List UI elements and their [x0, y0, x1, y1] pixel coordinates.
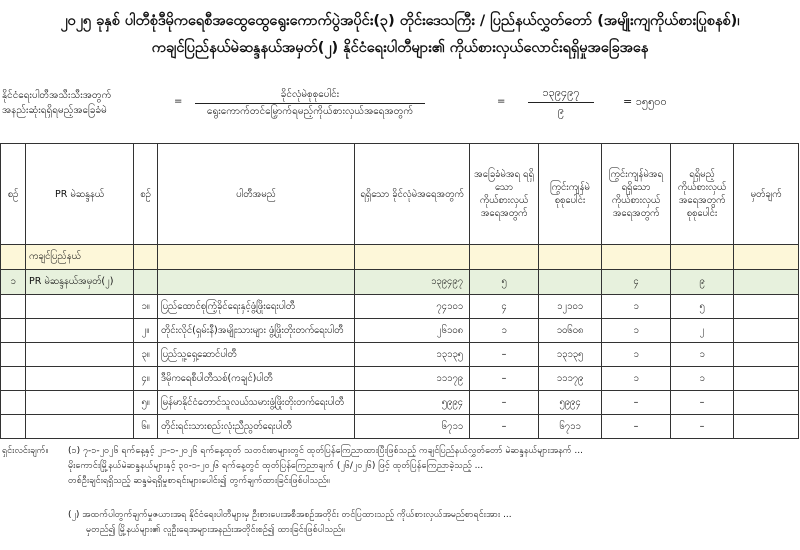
row-remainder-votes: ၁၁၁၇၉ — [539, 367, 602, 391]
summary-valid-votes: ၁၃၉၄၉၇ — [355, 270, 470, 295]
page-title: ၂၀၂၅ ခုနှစ် ပါတီစုံဒီမိုကရေစီအထွေထွေရွေးကောက်ပွဲအပိုင်း(၃) တိုင်းဒေသကြီး / ပြည်နယ်လွှတ်တော် (အမျိုးကျကိုယ်စားပြုစနစ်)၊ — [60, 13, 740, 29]
table-row — [1, 319, 799, 343]
row-remainder-votes: ၆၇၁၁ — [539, 415, 602, 439]
summary-constituency: PR မဲဆန္ဒနယ်အမှတ်(၂) — [26, 270, 134, 295]
row-remainder-seats: – — [602, 415, 671, 439]
header-sr1: စဉ် — [1, 144, 26, 245]
row-valid-votes: ၆၇၁၁ — [355, 415, 470, 439]
formula-fraction-line — [195, 103, 425, 104]
header-sr2: စဉ် — [134, 144, 158, 245]
table-row — [1, 367, 799, 391]
row-valid-votes: ၅၉၉၄ — [355, 391, 470, 415]
row-party: ပြည်ထောင်စုကြံ့ခိုင်ရေးနှင့်ဖွံ့ဖြိုးရေးပါတီ — [158, 295, 355, 319]
group-row — [1, 245, 799, 270]
row-total-seats: – — [671, 391, 734, 415]
notes-label: ရှင်းလင်းချက်။ — [2, 446, 49, 456]
header-base-seats: အခြေခံမဲအရ ရရှိသော ကိုယ်စားလှယ် အရေအတွက် — [470, 144, 539, 245]
header-party: ပါတီအမည် — [158, 144, 355, 245]
formula-value-denominator: ၉ — [557, 104, 565, 117]
formula-result: = ၁၅၅၀၀ — [623, 95, 667, 108]
row-base-seats: ၁ — [470, 319, 539, 343]
page-subtitle: ကချင်ပြည်နယ်မဲဆန္ဒနယ်အမှတ်(၂) နိုင်ငံရေးပါတီများ၏ ကိုယ်စားလှယ်လောင်းရရှိမှုအခြေအနေ — [151, 40, 649, 56]
note-1-line-3: တစ်ဦးချင်းရရှိသည့် ဆန္ဒမဲရရှိမှုစာရင်းများပေါင်း၍ တွက်ချက်ထားခြင်းဖြစ်ပါသည်။ — [68, 476, 330, 486]
table-header-row — [1, 144, 799, 245]
note-2-line-2: မှတည်၍ မြို့နယ်များ၏ လူဦးရေအများအနည်းအတိုင်းစဉ်၍ ထားခြင်းဖြစ်ပါသည်။ — [86, 525, 345, 535]
row-remainder-votes: ၁၃၁၃၅ — [539, 343, 602, 367]
row-sr: ၁။ — [134, 295, 158, 319]
row-sr: ၅။ — [134, 391, 158, 415]
row-sr: ၄။ — [134, 367, 158, 391]
row-party: မြန်မာနိုင်ငံတောင်သူလယ်သမားဖွံ့ဖြိုးတိုးတက်ရေးပါတီ — [158, 391, 355, 415]
row-party: တိုင်းရင်းသားစည်းလုံးညီညွတ်ရေးပါတီ — [158, 415, 355, 439]
header-valid-votes: ရရှိသော ခိုင်လုံမဲအရေအတွက် — [355, 144, 470, 245]
row-remainder-seats: – — [602, 391, 671, 415]
formula-equals-2: = — [497, 96, 506, 107]
results-table — [0, 143, 799, 439]
row-base-seats: – — [470, 343, 539, 367]
row-valid-votes: ၂၆၁၀၈ — [355, 319, 470, 343]
summary-sr: ၁ — [1, 270, 26, 295]
row-remainder-seats: ၁ — [602, 319, 671, 343]
row-total-seats: ၁ — [671, 343, 734, 367]
header-constituency: PR မဲဆန္ဒနယ် — [26, 144, 134, 245]
row-total-seats: – — [671, 415, 734, 439]
formula-denominator: ရွေးကောက်တင်မြှောက်ရမည့်ကိုယ်စားလှယ်အရေအတွက် — [206, 106, 414, 117]
summary-base-seats: ၅ — [470, 270, 539, 295]
summary-remainder-seats: ၄ — [602, 270, 671, 295]
row-sr: ၆။ — [134, 415, 158, 439]
header-remainder-votes: ကြွင်းကျန်မဲ စုစုပေါင်း — [539, 144, 602, 245]
row-base-seats: – — [470, 367, 539, 391]
note-2-line-1: (၂) အထက်ပါတွက်ချက်မှုဇယားအရ နိုင်ငံရေးပါတီများမှ ဦးစားပေးအစီအစဉ်အတိုင်း တင်ပြထားသည့် ကိုယ်စားလှယ်အမည်စာရင်းအား ... — [68, 510, 512, 520]
table-row — [1, 343, 799, 367]
row-total-seats: ၅ — [671, 295, 734, 319]
row-valid-votes: ၁၁၁၇၉ — [355, 367, 470, 391]
row-remainder-votes: ၁၀၆၀၈ — [539, 319, 602, 343]
explanation-notes — [2, 444, 798, 544]
formula-value-line — [528, 102, 594, 103]
formula-numerator: ခိုင်လုံမဲစုစုပေါင်း — [280, 89, 340, 100]
group-label: ကချင်ပြည်နယ် — [26, 245, 134, 270]
table-row — [1, 295, 799, 319]
row-sr: ၂။ — [134, 319, 158, 343]
row-sr: ၃။ — [134, 343, 158, 367]
formula-value-numerator: ၁၃၉၄၉၇ — [542, 86, 580, 99]
row-remainder-seats: ၁ — [602, 343, 671, 367]
note-1-line-2: မိုးကောင်းမြို့နယ်မဲဆန္ဒနယ်များနှင့် ၃၀-၁-၂၀၂၆ ရက်နေ့တွင် ထုတ်ပြန်ကြေညာချက် (၂၆/၂၀၂၆) ဖြင့် ထုတ်ပြန်ကြေညာခဲ့သည့် ... — [68, 461, 484, 471]
row-valid-votes: ၇၄၁၀၁ — [355, 295, 470, 319]
row-remainder-seats: ၁ — [602, 367, 671, 391]
row-base-seats: ၄ — [470, 295, 539, 319]
row-total-seats: ၂ — [671, 319, 734, 343]
row-party: ပြည်သူ့ရှေ့ဆောင်ပါတီ — [158, 343, 355, 367]
row-remainder-votes: ၁၂၁၀၁ — [539, 295, 602, 319]
row-valid-votes: ၁၃၁၃၅ — [355, 343, 470, 367]
row-party: ဒီမိုကရေစီပါတီသစ်(ကချင်)ပါတီ — [158, 367, 355, 391]
row-party: တိုင်းလိုင်(ရှမ်းနီ)အမျိုးသားများ ဖွံ့ဖြိုးတိုးတက်ရေးပါတီ — [158, 319, 355, 343]
summary-total-seats: ၉ — [671, 270, 734, 295]
formula-label-line1: နိုင်ငံရေးပါတီအသီးသီးအတွက် — [2, 90, 112, 101]
row-total-seats: ၁ — [671, 367, 734, 391]
row-remainder-votes: ၅၉၉၄ — [539, 391, 602, 415]
table-row — [1, 415, 799, 439]
table-row — [1, 391, 799, 415]
header-remarks: မှတ်ချက် — [734, 144, 799, 245]
note-1-line-1: (၁) ၇-၁-၂၀၂၆ ရက်နေ့နှင့် ၂၁-၁-၂၀၂၆ ရက်နေ့ထုတ် သတင်းစာများတွင် ထုတ်ပြန်ကြေညာထားပြီးဖြစ်သည့် ကချင်ပြည်နယ်လွှတ်တော် မဲဆန္ဒနယ်များအနက် ... — [68, 446, 583, 456]
row-base-seats: – — [470, 415, 539, 439]
formula-label-line2: အနည်းဆုံးရရှိရမည့်အခြေခံမဲ — [2, 105, 107, 116]
summary-row — [1, 270, 799, 295]
header-total-seats: ရရှိမည့် ကိုယ်စားလှယ် အရေအတွက် စုစုပေါင်း — [671, 144, 734, 245]
row-base-seats: – — [470, 391, 539, 415]
header-remainder-seats: ကြွင်းကျန်မဲအရ ရရှိသော ကိုယ်စားလှယ် အရေအတွက် — [602, 144, 671, 245]
formula-equals-1: = — [174, 96, 183, 107]
row-remainder-seats: ၁ — [602, 295, 671, 319]
